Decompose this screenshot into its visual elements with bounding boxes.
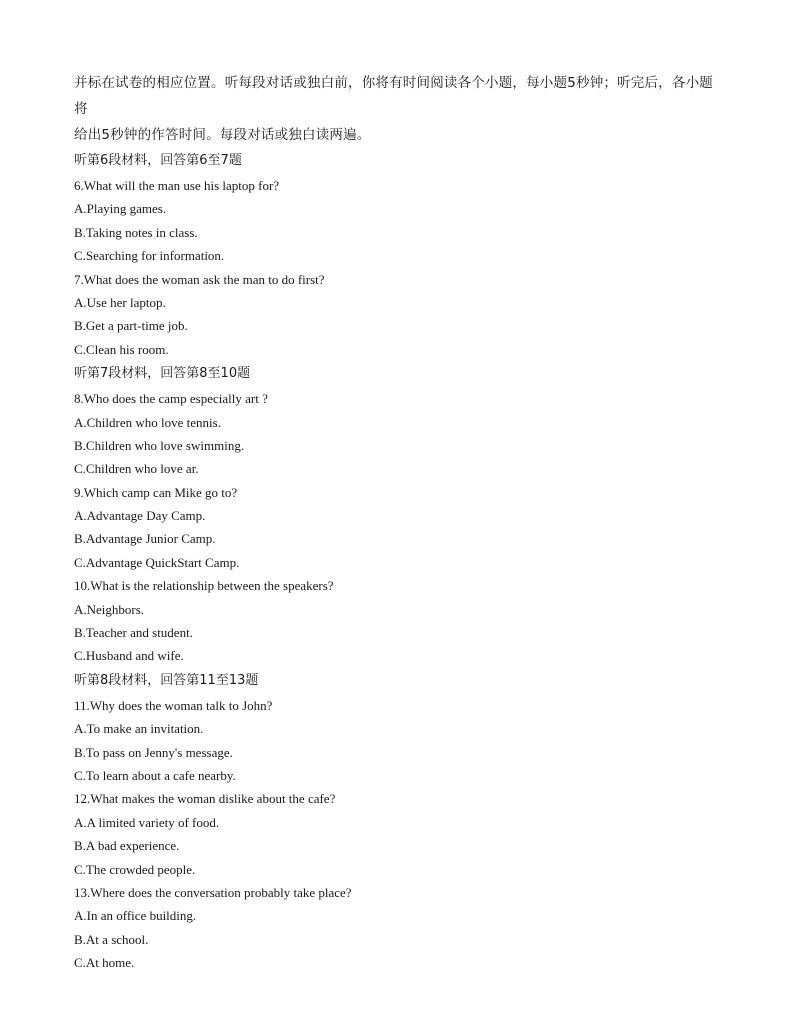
question-9-option-b: B.Advantage Junior Camp. (74, 531, 216, 547)
question-6-option-a: A.Playing games. (74, 201, 167, 217)
section-heading: 听第8段材料，回答第11至13题 (74, 672, 259, 688)
question-13-option-a: A.In an office building. (74, 908, 197, 924)
question-10-option-b: B.Teacher and student. (74, 625, 193, 641)
question-10: 10.What is the relationship between the speakers? (74, 578, 334, 594)
question-11-option-a: A.To make an invitation. (74, 721, 204, 737)
instructions (74, 70, 724, 148)
question-6-option-b: B.Taking notes in class. (74, 224, 198, 240)
question-13-option-b: B.At a school. (74, 931, 149, 947)
question-8-option-c: C.Children who love ar. (74, 461, 199, 477)
exam-page (74, 70, 724, 975)
section-heading: 听第6段材料，回答第6至7题 (74, 153, 242, 168)
question-8-option-b: B.Children who love swimming. (74, 437, 245, 453)
question-7-option-c: C.Clean his room. (74, 341, 169, 357)
question-9: 9.Which camp can Mike go to? (74, 484, 238, 500)
instructions-line-2: 给出5秒钟的作答时间。每段对话或独白读两遍。 (74, 127, 371, 143)
question-6: 6.What will the man use his laptop for? (74, 178, 280, 193)
question-9-option-c: C.Advantage QuickStart Camp. (74, 554, 240, 570)
question-12-option-a: A.A limited variety of food. (74, 814, 220, 830)
question-11-option-b: B.To pass on Jenny's message. (74, 744, 233, 760)
question-7-option-a: A.Use her laptop. (74, 294, 166, 310)
question-13-option-c: C.At home. (74, 955, 135, 971)
section-heading: 听第7段材料，回答第8至10题 (74, 366, 251, 382)
question-13: 13.Where does the conversation probably take place? (74, 884, 352, 900)
question-10-option-c: C.Husband and wife. (74, 648, 184, 664)
question-7: 7.What does the woman ask the man to do first? (74, 271, 325, 287)
question-8: 8.Who does the camp especially art ? (74, 391, 268, 407)
question-12-option-b: B.A bad experience. (74, 838, 180, 854)
question-8-option-a: A.Children who love tennis. (74, 414, 221, 430)
question-6-option-c: C.Searching for information. (74, 248, 225, 264)
instructions-line-1: 并标在试卷的相应位置。听每段对话或独白前，你将有时间阅读各个小题，每小题5秒钟；听完后，各小题将 (74, 75, 713, 117)
question-11-option-c: C.To learn about a cafe nearby. (74, 767, 236, 783)
question-12: 12.What makes the woman dislike about the cafe? (74, 791, 336, 807)
question-12-option-c: C.The crowded people. (74, 861, 196, 877)
question-9-option-a: A.Advantage Day Camp. (74, 508, 206, 524)
question-11: 11.Why does the woman talk to John? (74, 697, 273, 713)
question-7-option-b: B.Get a part-time job. (74, 318, 188, 334)
question-10-option-a: A.Neighbors. (74, 601, 145, 617)
